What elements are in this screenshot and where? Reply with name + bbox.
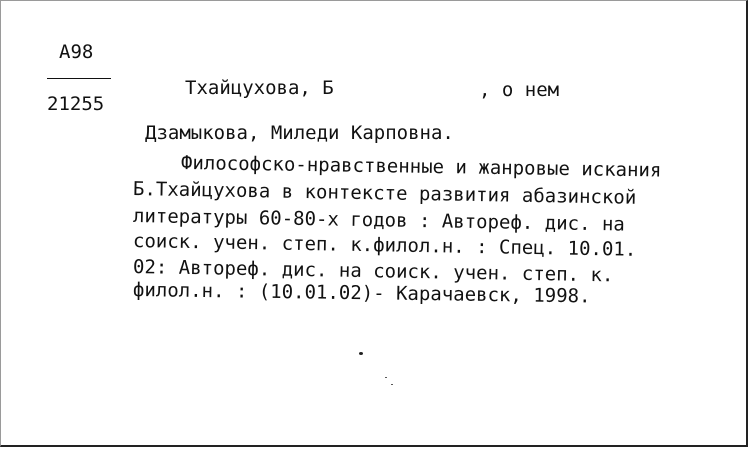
shelf-code: А98 [59, 41, 94, 63]
description-line: 02: Автореф. дис. на соиск. учен. степ. к. [132, 256, 614, 287]
inventory-number: 21255 [47, 93, 105, 115]
scan-speck [385, 377, 387, 378]
scan-speck [391, 384, 393, 385]
description-line: соиск. учен. степ. к.филол.н. : Спец. 10.01. [132, 230, 637, 261]
scan-speck [359, 352, 363, 355]
subject-suffix: , о нем [479, 79, 560, 101]
description-line: литературы 60-80-х годов : Автореф. дис. на [132, 205, 626, 236]
description-line: Философско-нравственные и жанровые искания [180, 152, 662, 182]
description-line: Б.Тхайцухова в контексте развития абазинской [132, 178, 637, 209]
author-name: Дзамыкова, Миледи Карповна. [145, 122, 454, 144]
subject-heading: Тхайцухова, Б [185, 77, 334, 99]
description-line: филол.н. : (10.01.02)- Карачаевск, 1998. [132, 279, 591, 308]
code-divider [47, 78, 111, 79]
